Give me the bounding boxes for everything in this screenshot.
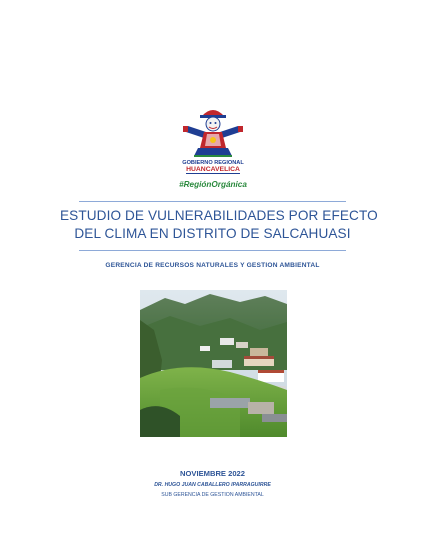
- cover-photo: [140, 290, 287, 437]
- logo-org-line1: GOBIERNO REGIONAL: [182, 160, 244, 166]
- title-line-1: ESTUDIO DE VULNERABILIDADES POR EFECTO: [60, 208, 378, 223]
- logo-org-line2: HUANCAVELICA: [186, 166, 240, 173]
- document-date: NOVIEMBRE 2022: [180, 469, 245, 478]
- title-top-rule: [79, 201, 346, 202]
- title-line-2: DEL CLIMA EN DISTRITO DE SALCAHUASI: [74, 226, 351, 241]
- logo-hashtag: #RegiónOrgánica: [179, 180, 247, 189]
- document-title: [60, 207, 378, 243]
- department-subtitle: GERENCIA DE RECURSOS NATURALES Y GESTION AMBIENTAL: [105, 262, 320, 269]
- title-bottom-rule: [79, 250, 346, 251]
- document-unit: SUB GERENCIA DE GESTION AMBIENTAL: [161, 492, 264, 498]
- regional-government-logo: [176, 102, 250, 192]
- document-author: DR. HUGO JUAN CABALLERO IPARRAGUIRRE: [154, 482, 271, 488]
